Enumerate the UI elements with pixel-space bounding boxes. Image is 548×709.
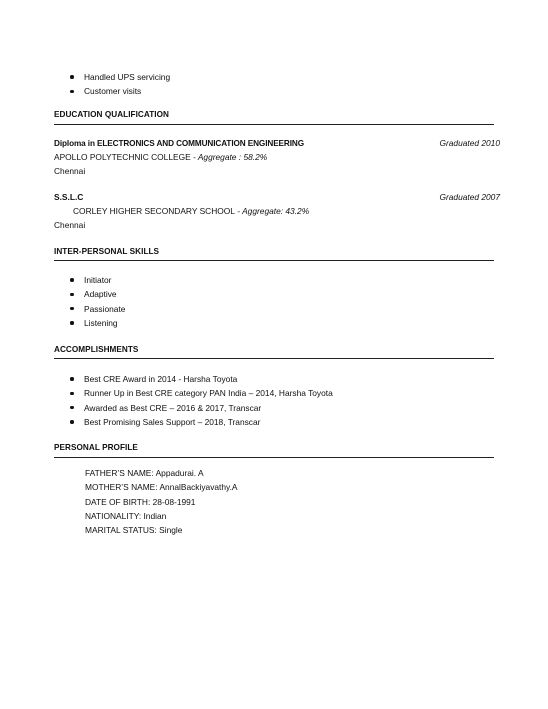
bullet-icon	[70, 420, 74, 424]
education-graduated: Graduated 2007	[439, 192, 500, 202]
list-item: Listening	[70, 316, 125, 330]
list-item: Passionate	[70, 302, 125, 316]
bullet-icon	[70, 307, 74, 311]
experience-bullet-list	[70, 70, 170, 99]
list-item: Initiator	[70, 273, 125, 287]
bullet-icon	[70, 392, 74, 396]
list-item: Adaptive	[70, 287, 125, 301]
profile-line: MOTHER’S NAME: AnnalBackiyavathy.A	[85, 482, 238, 493]
education-graduated: Graduated 2010	[439, 138, 500, 148]
list-item: Awarded as Best CRE – 2016 & 2017, Transcar	[70, 401, 333, 415]
section-divider	[54, 124, 494, 125]
profile-line: NATIONALITY: Indian	[85, 510, 167, 521]
bullet-icon	[70, 75, 74, 79]
skills-heading: INTER-PERSONAL SKILLS	[54, 247, 160, 256]
bullet-icon	[70, 321, 74, 325]
section-divider	[54, 457, 494, 458]
accomplishments-list	[70, 372, 333, 429]
section-divider	[54, 358, 494, 359]
education-institution-line: CORLEY HIGHER SECONDARY SCHOOL - Aggregate: 43.2%	[73, 206, 310, 216]
skills-list	[70, 273, 125, 330]
list-item: Best Promising Sales Support – 2018, Transcar	[70, 415, 333, 429]
education-heading: EDUCATION QUALIFICATION	[54, 110, 170, 119]
profile-line: DATE OF BIRTH: 28-08-1991	[85, 496, 196, 507]
education-city: Chennai	[54, 220, 86, 230]
education-institution-line: APOLLO POLYTECHNIC COLLEGE - Aggregate : 58.2%	[54, 152, 268, 162]
profile-line: FATHER’S NAME: Appadurai. A	[85, 468, 204, 478]
section-divider	[54, 260, 494, 261]
bullet-icon	[70, 377, 74, 381]
education-degree: Diploma in ELECTRONICS AND COMMUNICATION ENGINEERING	[54, 139, 304, 148]
bullet-icon	[70, 293, 74, 297]
accomplishments-heading: ACCOMPLISHMENTS	[54, 345, 139, 354]
profile-line: MARITAL STATUS: Single	[85, 525, 183, 536]
bullet-icon	[70, 406, 74, 410]
education-city: Chennai	[54, 166, 86, 176]
bullet-icon	[70, 278, 74, 282]
list-item: Handled UPS servicing	[70, 70, 170, 84]
profile-heading: PERSONAL PROFILE	[54, 443, 138, 452]
list-item: Best CRE Award in 2014 - Harsha Toyota	[70, 372, 333, 386]
profile-details	[85, 466, 238, 537]
bullet-icon	[70, 90, 74, 94]
education-degree: S.S.L.C	[54, 192, 84, 202]
list-item: Runner Up in Best CRE category PAN India – 2014, Harsha Toyota	[70, 386, 333, 400]
list-item: Customer visits	[70, 84, 170, 98]
